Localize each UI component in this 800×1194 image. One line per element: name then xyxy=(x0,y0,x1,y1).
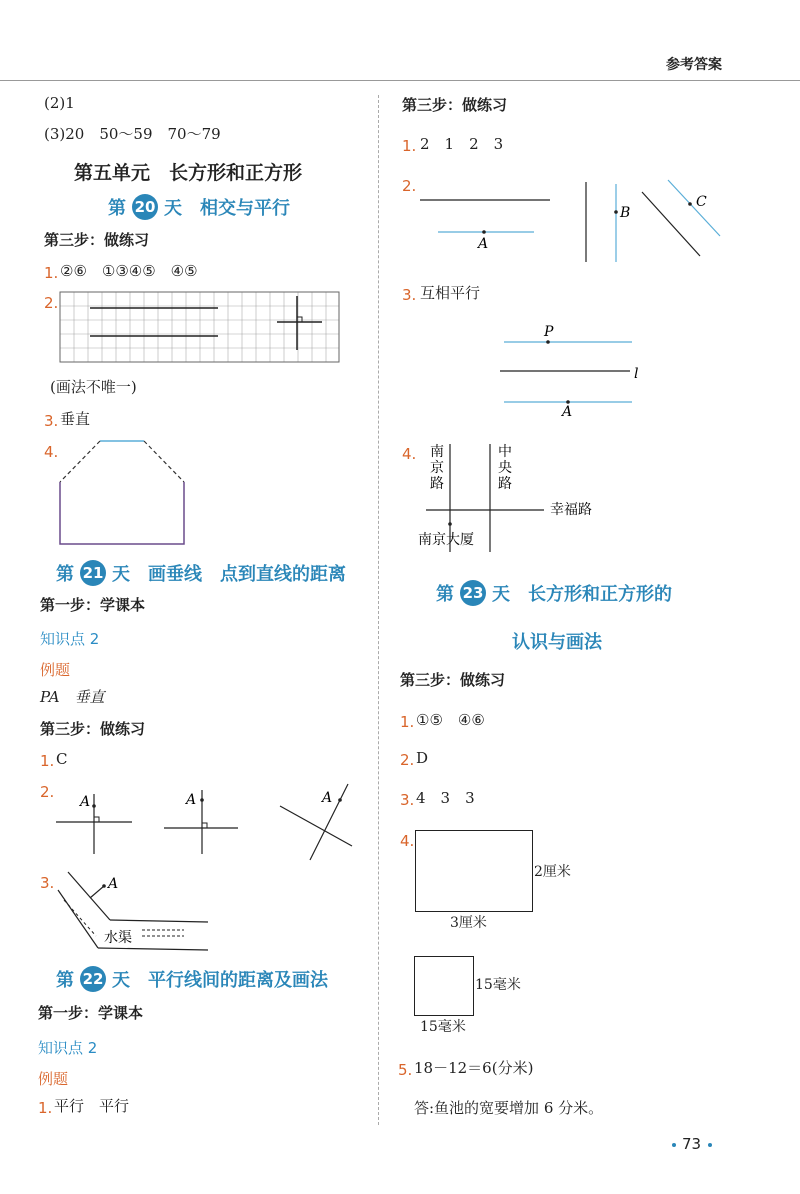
q2-number: 2. xyxy=(400,751,415,769)
canal-figure xyxy=(56,870,216,954)
day20-step: 第三步：做练习 xyxy=(44,231,150,249)
example-label: 例题 xyxy=(38,1070,69,1088)
q3-answer: 互相平行 xyxy=(420,284,481,302)
right-step: 第三步：做练习 xyxy=(402,96,508,114)
header-rule xyxy=(0,80,800,81)
square-shape xyxy=(414,956,474,1016)
canal-label: 水渠 xyxy=(104,930,132,946)
square-height-label: 15毫米 xyxy=(475,977,521,993)
page-dot-left xyxy=(672,1143,676,1147)
q3-number: 3. xyxy=(400,791,415,809)
rect-height-label: 2厘米 xyxy=(534,864,571,880)
map-xingfu: 幸福路 xyxy=(550,502,592,518)
label-l: l xyxy=(634,366,639,382)
column-divider xyxy=(378,95,379,1125)
label-p: P xyxy=(544,324,554,340)
label-a: A xyxy=(108,876,119,892)
q2-number: 2. xyxy=(402,177,417,195)
q2-note: (画法不唯一) xyxy=(50,378,137,396)
knowledge-point: 知识点 2 xyxy=(38,1039,98,1057)
q1-answer: 2 1 2 3 xyxy=(420,135,504,153)
rect-width-label: 3厘米 xyxy=(450,915,487,931)
q3-number: 3. xyxy=(402,286,417,304)
q3-number: 3. xyxy=(44,412,59,430)
street-map-figure xyxy=(416,440,646,556)
q1-number: 1. xyxy=(402,137,417,155)
q3-answer: 垂直 xyxy=(60,410,91,428)
unit-title: 第五单元 长方形和正方形 xyxy=(74,162,303,184)
example-answer: PA 垂直 xyxy=(40,688,105,706)
q1-number: 1. xyxy=(44,264,59,282)
label-b: B xyxy=(620,205,631,221)
knowledge-point: 知识点 2 xyxy=(40,630,100,648)
q4-number: 4. xyxy=(402,445,417,463)
map-zhongyang-2: 央 xyxy=(498,460,512,476)
q3-number: 3. xyxy=(40,874,55,892)
map-nanjing-1: 南 xyxy=(430,444,444,460)
q2-number: 2. xyxy=(44,294,59,312)
day22-title: 第 22 天 平行线间的距离及画法 xyxy=(56,966,328,992)
label-a: A xyxy=(186,792,197,808)
q5-answer: 18－12＝6(分米) xyxy=(414,1059,534,1077)
q1-answer: C xyxy=(56,750,68,768)
q2-answer: D xyxy=(416,749,429,767)
day23-step: 第三步：做练习 xyxy=(400,671,506,689)
label-c: C xyxy=(696,194,707,210)
map-building: 南京大厦 xyxy=(418,532,474,548)
day-number-badge: 21 xyxy=(80,560,106,586)
perpendicular-figures xyxy=(52,780,362,862)
label-a: A xyxy=(478,236,489,252)
q1-answer: 平行 平行 xyxy=(54,1097,130,1115)
label-a: A xyxy=(322,790,333,806)
map-zhongyang-1: 中 xyxy=(498,444,512,460)
page-number: 73 xyxy=(682,1135,702,1153)
trapezoid-figure xyxy=(56,436,192,548)
label-a: A xyxy=(80,794,91,810)
example-label: 例题 xyxy=(40,661,71,679)
map-nanjing-3: 路 xyxy=(430,476,444,492)
label-a: A xyxy=(562,404,573,420)
page-dot-right xyxy=(708,1143,712,1147)
day21-step3: 第三步：做练习 xyxy=(40,720,146,738)
map-nanjing-2: 京 xyxy=(430,460,444,476)
q1-number: 1. xyxy=(40,752,55,770)
q4-number: 4. xyxy=(400,832,415,850)
q1-answer: ②⑥ ①③④⑤ ④⑤ xyxy=(60,262,198,280)
q1-answer: ①⑤ ④⑥ xyxy=(416,711,485,729)
q5-number: 5. xyxy=(398,1061,413,1079)
day20-title: 第 20 天 相交与平行 xyxy=(108,194,290,220)
grid-figure xyxy=(60,292,340,364)
q2-number: 2. xyxy=(40,783,55,801)
q4-number: 4. xyxy=(44,443,59,461)
day22-step1: 第一步：学课本 xyxy=(38,1004,144,1022)
day23-title: 第 23 天 长方形和正方形的 xyxy=(436,580,672,606)
prev-answer-3: (3)20 50～59 70～79 xyxy=(44,125,221,143)
day23-title-line2: 认识与画法 xyxy=(512,632,602,653)
q1-number: 1. xyxy=(400,713,415,731)
prev-answer-2: (2)1 xyxy=(44,94,75,112)
rectangle-shape xyxy=(415,830,533,912)
q5-final-answer: 答:鱼池的宽要增加 6 分米。 xyxy=(414,1099,604,1117)
day-number-badge: 23 xyxy=(460,580,486,606)
square-width-label: 15毫米 xyxy=(420,1019,466,1035)
day21-title: 第 21 天 画垂线 点到直线的距离 xyxy=(56,560,346,586)
q1-number: 1. xyxy=(38,1099,53,1117)
day-number-badge: 22 xyxy=(80,966,106,992)
day-number-badge: 20 xyxy=(132,194,158,220)
q3-answer: 4 3 3 xyxy=(416,789,475,807)
map-zhongyang-3: 路 xyxy=(498,476,512,492)
page-header-title: 参考答案 xyxy=(666,57,722,73)
parallel-figures xyxy=(418,176,728,266)
day21-step1: 第一步：学课本 xyxy=(40,596,146,614)
parallel-lines-figure xyxy=(500,322,650,422)
